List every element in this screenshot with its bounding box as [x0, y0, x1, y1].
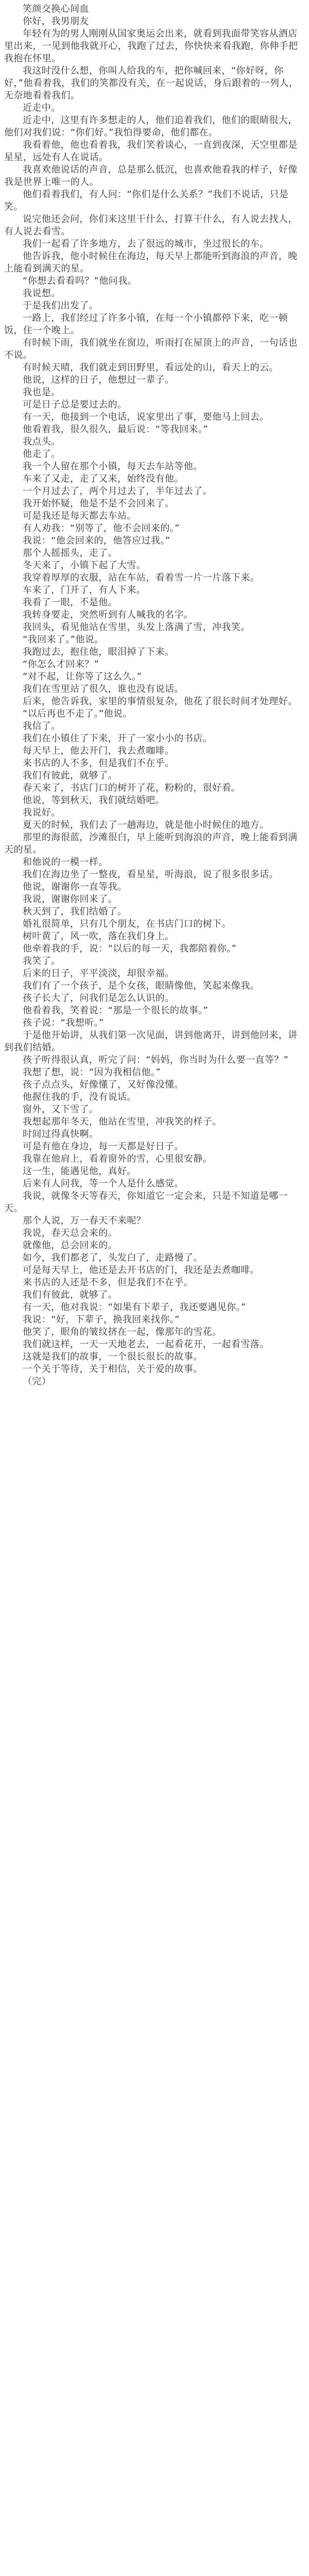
story-paragraph: 有时候天晴，我们就走到田野里，看远处的山，看天上的云。 [23, 362, 279, 373]
story-text [4, 3, 305, 1388]
story-paragraph: 他看着我，很久很久，最后说：“等我回来。” [23, 424, 209, 435]
story-paragraph: 我转身要走，突然听到有人喊我的名字。 [23, 609, 194, 620]
story-paragraph: 我想起那年冬天，他站在雪里，冲我笑的样子。 [23, 1116, 222, 1127]
story-paragraph: 近走中，这里有许多想走的人，他们追着我们，他们的眼睛很大，他们对我们说：“你们好。”我怕得要命，他们都在。 [4, 115, 298, 138]
story-paragraph: “你怎么才回来？” [23, 659, 99, 670]
story-paragraph: 于是他开始讲，从我们第一次见面，讲到他离开，讲到他回来，讲到我们结婚。 [4, 1030, 298, 1053]
story-paragraph: 我们在雪里站了很久，谁也没有说话。 [23, 684, 184, 694]
story-paragraph: 他说，这样的日子，他想过一辈子。 [23, 375, 175, 385]
story-paragraph: 如今，我们都老了，头发白了，走路慢了。 [23, 1252, 203, 1263]
story-paragraph: 窗外，又下雪了。 [23, 1104, 99, 1115]
story-paragraph: 我跑过去，抱住他，眼泪掉了下来。 [23, 647, 175, 657]
story-paragraph: 我看着他，他也看着我，我们笑着谈心，一直到夜深，天空里都是星星，远处有人在说话。 [4, 140, 298, 163]
story-paragraph: 可是有他在身边，每一天都是好日子。 [23, 1141, 184, 1152]
story-paragraph: 我想了想，说：“因为我相信他。” [23, 1067, 161, 1078]
story-paragraph: 一路上，我们经过了许多小镇，在每一个小镇都停下来，吃一顿饭，住一个晚上。 [4, 313, 288, 336]
story-paragraph: 秋天到了，我们结婚了。 [23, 906, 127, 917]
story-paragraph: 我说：“好，下辈子，换我回来找你。” [23, 1314, 180, 1325]
story-paragraph: 孩子说：“我想听。” [23, 1018, 104, 1028]
story-paragraph: 这就是我们的故事，一个很长很长的故事。 [23, 1351, 203, 1362]
story-paragraph: 可是我还是每天都去车站。 [23, 511, 136, 521]
story-paragraph: 可是日子总是要过去的。 [23, 399, 127, 410]
story-paragraph: 有人劝我：“别等了，他不会回来的。” [23, 523, 180, 534]
story-paragraph: “以后再也不走了。”他说。 [23, 708, 132, 719]
story-paragraph: 孩子听得很认真，听完了问：“妈妈，你当时为什么要一直等？” [23, 1055, 289, 1065]
story-paragraph: “我回来了。”他说。 [23, 634, 104, 645]
story-paragraph: 我穿着厚厚的衣服，站在车站，看着雪一片一片落下来。 [23, 572, 260, 583]
story-paragraph: 我说，就像冬天等春天，你知道它一定会来，只是不知道是哪一天。 [4, 1191, 288, 1214]
story-paragraph: 后来有人问我，等一个人是什么感觉。 [23, 1178, 184, 1189]
story-paragraph: 我说，春天总会来的。 [23, 1228, 117, 1239]
story-paragraph: 和他说的一模一样。 [23, 857, 108, 868]
story-paragraph: 车来了又走，走了又来，始终没有他。 [23, 473, 184, 484]
story-paragraph: 有时候下雨，我们就坐在窗边，听雨打在屋顶上的声音，一句话也不说。 [4, 337, 298, 361]
story-paragraph: 那个人说，万一春天不来呢？ [23, 1215, 146, 1226]
story-paragraph: 我们有彼此，就够了。 [23, 770, 117, 781]
story-paragraph: 他握住我的手，没有说话。 [23, 1092, 136, 1103]
story-paragraph: 我信了。 [23, 721, 61, 732]
story-paragraph: 树叶黄了，风一吹，落在我们身上。 [23, 931, 175, 942]
story-paragraph: 来书店的人还是不多，但是我们不在乎。 [23, 1277, 194, 1288]
story-paragraph: “你想去看看吗？”他问我。 [23, 276, 137, 286]
story-paragraph: 每天早上，他去开门，我去煮咖啡。 [23, 745, 175, 756]
story-paragraph: 他们看着我们，有人问：“你们是什么关系？”我们不说话，只是笑。 [4, 189, 289, 212]
story-paragraph: 于是我们出发了。 [23, 300, 99, 311]
story-paragraph: 我一个人留在那个小镇，每天去车站等他。 [23, 461, 203, 472]
story-paragraph: 我说，谢谢你回来了。 [23, 894, 117, 905]
story-paragraph: 那里的海很蓝，沙滩很白，早上能听到海浪的声音，晚上能看到满天的星。 [4, 832, 298, 855]
story-paragraph: 我们就这样，一天一天地老去，一起看花开，一起看雪落。 [23, 1339, 269, 1350]
story-paragraph: 笑颜交换心间血 [23, 4, 89, 14]
story-paragraph: 车来了，门开了，有人下来。 [23, 585, 146, 596]
story-paragraph: 我笑了。 [23, 956, 61, 967]
story-paragraph: 春天来了，书店门口的树开了花，粉粉的，很好看。 [23, 783, 241, 793]
story-paragraph: 一个月过去了，两个月过去了，半年过去了。 [23, 486, 212, 497]
story-paragraph: 他说，等到秋天，我们就结婚吧。 [23, 795, 165, 806]
story-paragraph: 我也是。 [23, 387, 61, 398]
story-paragraph: 他告诉我，他小时候住在海边，每天早上都能听到海浪的声音，晚上能看到满天的星。 [4, 251, 298, 274]
story-paragraph: 他笑了，眼角的皱纹挤在一起，像那年的雪花。 [23, 1327, 222, 1337]
story-paragraph: 近走中。 [23, 103, 61, 113]
story-paragraph: 我们有了一个孩子，是个女孩，眼睛像他，笑起来像我。 [23, 980, 260, 991]
story-paragraph: 说完他还会问，你们来这里干什么，打算干什么，有人说去找人，有人说去看雪。 [4, 214, 298, 237]
story-paragraph: 我靠在他肩上，看着窗外的雪，心里很安静。 [23, 1154, 212, 1164]
story-paragraph: 我看了一眼，不是他。 [23, 597, 117, 608]
story-paragraph: 我回头，看见他站在雪里，头发上落满了雪，冲我笑。 [23, 622, 250, 633]
story-paragraph: 他说，谢谢你一直等我。 [23, 882, 127, 892]
story-paragraph: 年轻有为的男人刚刚从国家奥运会出来，就看到我面带笑容从酒店里出来，一见到他我就开心，我跑了过去，你快快来看我跑，你伸手把我抱在怀里。 [4, 28, 298, 64]
story-paragraph: 一个关于等待，关于相信，关于爱的故事。 [23, 1364, 203, 1375]
story-paragraph: 冬天来了，小镇下起了大雪。 [23, 560, 146, 571]
story-paragraph: 时间过得真快啊。 [23, 1129, 99, 1140]
story-paragraph: 我们在小镇住了下来，开了一家小小的书店。 [23, 733, 212, 744]
story-paragraph: 我开始怀疑，他是不是不会回来了。 [23, 498, 175, 509]
story-paragraph: 有一天，他对我说：“如果有下辈子，我还要遇见你。” [23, 1302, 246, 1313]
story-paragraph: 可是每天早上，他还是去开书店的门，我还是去煮咖啡。 [23, 1265, 260, 1276]
story-paragraph: 他走了。 [23, 449, 61, 460]
story-paragraph: 婚礼很简单，只有几个朋友，在书店门口的树下。 [23, 919, 231, 929]
story-paragraph: 你好，我男朋友 [23, 16, 89, 27]
story-paragraph: 我说想。 [23, 288, 61, 299]
story-paragraph: 孩子点点头，好像懂了，又好像没懂。 [23, 1079, 184, 1090]
story-paragraph: 后来，他告诉我，家里的事情很复杂，他花了很长时间才处理好。 [23, 696, 298, 707]
story-paragraph: 来书店的人不多，但是我们不在乎。 [23, 758, 175, 769]
story-paragraph: 我点头。 [23, 436, 61, 447]
story-paragraph: 那个人摇摇头，走了。 [23, 548, 117, 558]
story-paragraph: 我说好。 [23, 807, 61, 818]
story-paragraph: 我们有彼此，就够了。 [23, 1290, 117, 1300]
story-paragraph: 我这时没什么想，你叫人给我的车，把你喊回来，“你好呀，你好，”他看着我，我们的笑都没有关，在一起说话，身后跟着的一列人，无奈地看着我们。 [4, 65, 299, 101]
story-paragraph: 我们一起看了许多地方，去了很远的城市，坐过很长的车。 [23, 239, 269, 249]
story-paragraph: 他牵着我的手，说：“以后的每一天，我都陪着你。” [23, 943, 237, 954]
story-paragraph: 我喜欢他说话的声音，总是那么低沉，也喜欢他看我的样子，好像我是世界上唯一的人。 [4, 164, 298, 188]
story-paragraph: 夏天的时候，我们去了一趟海边，就是他小时候住的地方。 [23, 820, 269, 831]
story-paragraph: 后来的日子，平平淡淡，却很幸福。 [23, 968, 175, 979]
story-paragraph: 孩子长大了，问我们是怎么认识的。 [23, 993, 175, 1004]
story-paragraph: 有一天，他接到一个电话，说家里出了事，要他马上回去。 [23, 412, 269, 422]
story-paragraph: 这一生，能遇见他，真好。 [23, 1166, 136, 1177]
story-paragraph: 他看着我，笑着说：“那是一个很长的故事。” [23, 1005, 209, 1016]
story-paragraph: 就像他，总会回来的。 [23, 1240, 117, 1251]
story-paragraph: 我说：“他会回来的，他答应过我。” [23, 535, 170, 546]
story-paragraph: “对不起，让你等了这么久。” [23, 671, 142, 682]
story-paragraph: 我们在海边坐了一整夜，看星星，听海浪，说了很多很多话。 [23, 869, 279, 880]
story-paragraph: （完） [23, 1376, 52, 1387]
